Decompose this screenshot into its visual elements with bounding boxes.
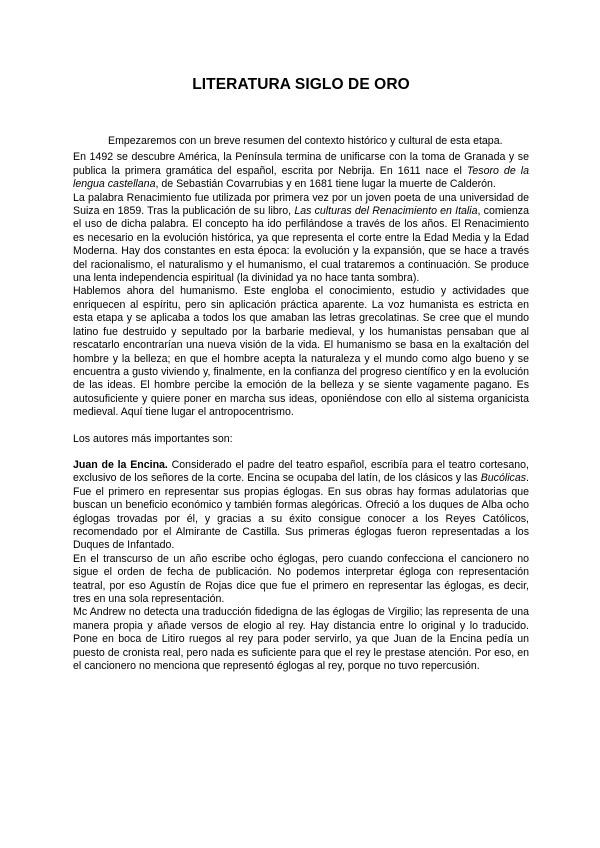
paragraph-juan-de-la-encina	[73, 459, 529, 553]
paragraph-encina-text-c: . Fue el primero en representar sus propias églogas. En sus obras hay formas adulatorias que buscan un beneficio económico y también formas alegóricas. Ofreció a los duques de Alba ocho églogas trovadas por él, y gracias a su éxito consigue conocer a los Reyes Católicos, recomendado por el Almirante de Castilla. Sus primeras églogas fueron representadas a los Duques de Infantado.	[73, 472, 529, 552]
document-page	[73, 76, 529, 673]
paragraph-renacimiento-text-a: La palabra Renacimiento fue utilizada por primera vez por un joven poeta de una universidad de Suiza en 1859. Tras la publicación de su libro,	[73, 191, 529, 218]
paragraph-history-text-c: , de Sebastián Covarrubias y en 1681 tiene lugar la muerte de Calderón.	[155, 178, 496, 191]
document-title: LITERATURA SIGLO DE ORO	[192, 76, 410, 93]
paragraph-renacimiento	[73, 192, 529, 286]
paragraph-history	[73, 151, 529, 191]
paragraph-renacimiento-text-c: , comienza el uso de dicha palabra. El concepto ha ido perfilándose a través de los años. El Renacimiento es necesario en la evolución histórica, ya que representa el corte entre la Edad Media y la Edad Moderna. Hay dos constantes en esta época: la evolución y la expansión, que se hace a través del racionalismo, el naturalismo y el humanismo, el cual trataremos a continuación. Se produce una lenta independencia espiritual (la divinidad ya no hace tanta sombra).	[73, 205, 529, 285]
intro-paragraph: Empezaremos con un breve resumen del contexto histórico y cultural de esta etapa.	[108, 135, 503, 147]
paragraph-history-text-a: En 1492 se descubre América, la Península termina de unificarse con la toma de Granada y se publica la primera gramática del español, escrita por Nebrija. En 1611 nace el	[73, 151, 529, 177]
book-title-culturas: Las culturas del Renacimiento en Italia	[294, 205, 478, 218]
paragraph-encina-text-a: Considerado el padre del teatro español, escribía para el teatro cortesano, exclusivo de los señores de la corte. Encina se ocupaba del latín, de los clásicos y las	[73, 458, 529, 485]
paragraph-mc-andrew: Mc Andrew no detecta una traducción fidedigna de las églogas de Virgilio; las representa de una manera propia y añade versos de elogio al rey. Hay distancia entre lo original y lo traducido. Pone en boca de Litiro ruegos al rey para poder servirlo, ya que Juan de la Encina pedía un puesto de cronista real, pero nada es suficiente para que el rey le prestase atención. Por eso, en el cancionero no menciona que representó églogas al rey, porque no tuvo repercusión.	[73, 606, 529, 673]
author-name: Juan de la Encina.	[73, 458, 168, 471]
paragraph-humanismo: Hablemos ahora del humanismo. Este engloba el conocimiento, estudio y actividades que enriquecen al espíritu, pero sin aplicación práctica aparente. La voz humanista es estricta en esta etapa y se aplicaba a todos los que amaban las letras grecolatinas. Se cree que el mundo latino fue destruido y sepultado por la barbarie medieval, y los humanistas pensaban que al rescatarlo encontrarían una nueva visión de la vida. El humanismo se basa en la exaltación del hombre y la belleza; en que el hombre acepta la naturaleza y el mundo como algo bueno y se encuentra a gusto viviendo y, finalmente, en la confianza del progreso científico y en la evolución de las ideas. El hombre percibe la emoción de la belleza y se siente vagamente pagano. Es autosuficiente y quiere poner en marcha sus ideas, oponiéndose con ello al sistema organicista medieval. Aquí tiene lugar el antropocentrismo.	[73, 285, 529, 419]
book-title-tesoro: Tesoro de la lengua castellana	[73, 164, 529, 191]
paragraph-autores-intro: Los autores más importantes son:	[73, 432, 233, 445]
paragraph-eglogas: En el transcurso de un año escribe ocho églogas, pero cuando confecciona el cancionero no sigue el orden de fecha de publicación. No podemos interpretar égloga con representación teatral, por eso Agustín de Rojas dice que fue el primero en representar las églogas, es decir, tres en una sola representación.	[73, 552, 529, 605]
work-title-bucolicas: Bucólicas	[480, 472, 527, 485]
